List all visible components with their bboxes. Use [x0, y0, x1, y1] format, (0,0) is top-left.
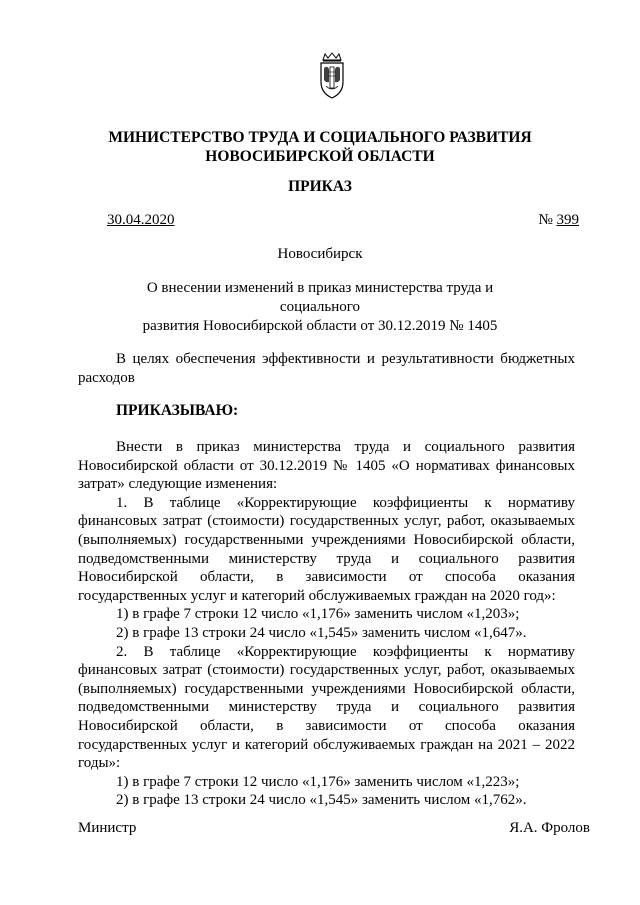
signatory-name: Я.А. Фролов — [509, 820, 590, 836]
signatory-position: Министр — [78, 820, 137, 836]
order-date: 30.04.2020 — [107, 212, 175, 228]
preamble-text: В целях обеспечения эффективности и результативности бюджетных расходов — [78, 351, 575, 386]
preamble — [78, 350, 575, 387]
item-1-sub-2: 2) в графе 13 строки 24 число «1,545» заменить числом «1,647». — [116, 624, 527, 641]
ministry-line-2: НОВОСИБИРСКОЙ ОБЛАСТИ — [205, 148, 435, 165]
subject-line-2: развития Новосибирской области от 30.12.2019 № 1405 — [142, 318, 498, 334]
order-body — [78, 438, 575, 810]
subject-line-1: О внесении изменений в приказ министерства труда и социального — [146, 280, 494, 315]
order-number — [538, 212, 579, 229]
number-prefix: № — [538, 212, 557, 228]
item-2-sub-2: 2) в графе 13 строки 24 число «1,545» заменить числом «1,762». — [116, 792, 527, 809]
number-value: 399 — [556, 212, 579, 228]
item-2: 2. В таблице «Корректирующие коэффициенты к нормативу финансовых затрат (стоимости) государственных услуг, работ, оказываемых (выполняемых) государственными учреждениями Новосибирской области, подведомственными министерству труда и социального развития Новосибирской области, в зависимости от способа оказания государственных услуг и категорий обслуживаемых граждан на 2021 – 2022 годы»: — [78, 643, 575, 772]
city: Новосибирск — [277, 246, 363, 262]
order-word: ПРИКАЗЫВАЮ: — [116, 402, 239, 419]
order-title: ПРИКАЗ — [288, 178, 352, 195]
ministry-line-1: МИНИСТЕРСТВО ТРУДА И СОЦИАЛЬНОГО РАЗВИТИЯ — [108, 129, 532, 146]
item-2-sub-1: 1) в графе 7 строки 12 число «1,176» заменить числом «1,223»; — [116, 773, 520, 790]
item-1-sub-1: 1) в графе 7 строки 12 число «1,176» заменить числом «1,203»; — [116, 606, 520, 623]
coat-of-arms-icon — [314, 52, 350, 100]
order-subject — [110, 279, 530, 336]
item-1: 1. В таблице «Корректирующие коэффициенты к нормативу финансовых затрат (стоимости) государственных услуг, работ, оказываемых (выполняемых) государственными учреждениями Новосибирской области, подведомственными министерству труда и социального развития Новосибирской области, в зависимости от способа оказания государственных услуг и категорий обслуживаемых граждан на 2020 год»: — [78, 494, 575, 604]
intro-paragraph: Внести в приказ министерства труда и социального развития Новосибирской области от 30.12.2019 № 1405 «О нормативах финансовых затрат» следующие изменения: — [78, 439, 575, 493]
ministry-name — [60, 128, 580, 166]
